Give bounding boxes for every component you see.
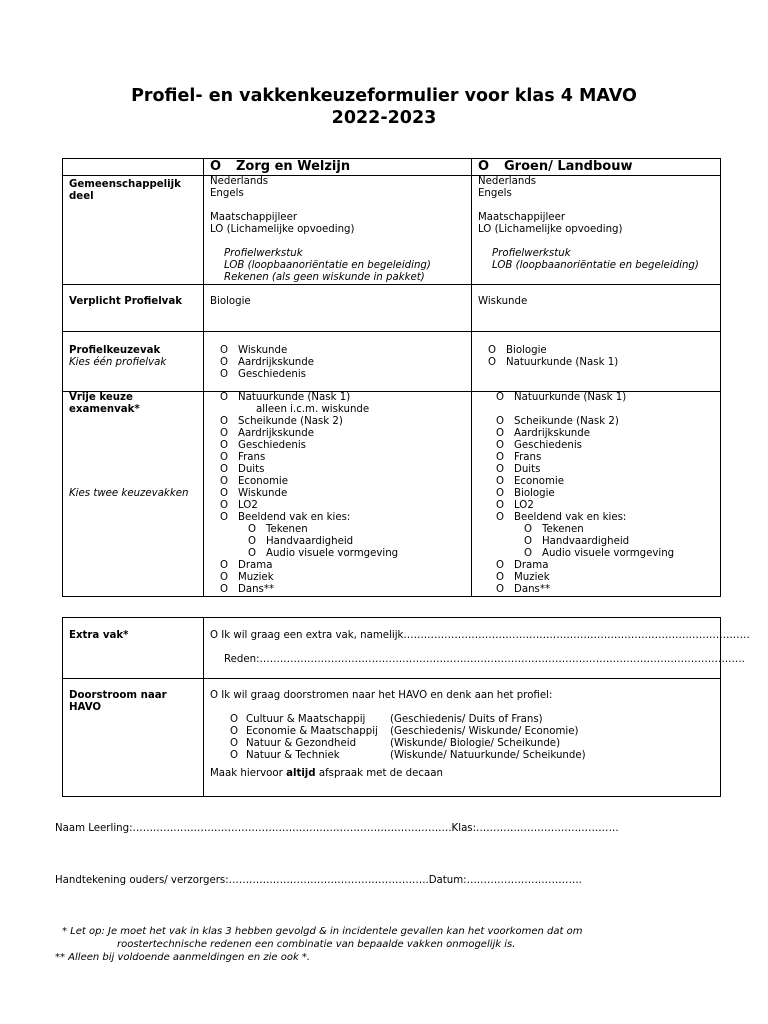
radio-circle-icon[interactable]: O [496,488,505,499]
row-label: Doorstroom naar HAVO [63,679,204,797]
option-label: Scheikunde (Nask 2) [514,416,619,427]
profile-name: Cultuur & Maatschappij [246,714,366,725]
option-label: Natuurkunde (Nask 1) [514,392,627,403]
reden-input[interactable]: Reden:…………………………………………………………………………………………………………………………….. [224,654,745,665]
option-item[interactable] [220,440,471,452]
option-label: Drama [238,560,273,571]
option-label: Muziek [514,572,550,583]
profielkeuze-col1 [204,332,472,392]
option-item[interactable] [496,476,720,488]
radio-circle-icon[interactable]: O [230,738,239,749]
doorstroom-checkbox[interactable]: O Ik wil graag doorstromen naar het HAVO en denk aan het profiel: [210,690,553,701]
radio-circle-icon[interactable]: O [220,512,229,523]
radio-circle-icon[interactable]: O [496,476,505,487]
radio-circle-icon[interactable]: O [488,357,497,368]
option-label: Duits [238,464,265,475]
profile-checkbox[interactable]: O [210,159,222,174]
option-label: Duits [514,464,541,475]
subject-text: LOB (loopbaanoriëntatie en begeleiding) [224,260,431,271]
profile-label: Groen/ Landbouw [504,159,633,174]
profile-subjects: (Wiskunde/ Natuurkunde/ Scheikunde) [390,750,586,761]
decaan-note [210,768,720,780]
row-label: Verplicht Profielvak [63,285,204,332]
radio-circle-icon[interactable]: O [524,548,533,559]
radio-circle-icon[interactable]: O [248,548,257,559]
profile-name: Economie & Maatschappij [246,726,378,737]
option-label: Natuurkunde (Nask 1) [238,392,351,403]
option-label: Frans [238,452,266,463]
havo-profile-option[interactable] [230,714,720,726]
subject-text: Maatschappijleer [478,212,566,223]
row-label: Gemeenschappelijk deel [63,176,204,285]
subject-text [210,200,471,212]
subject-text [478,236,720,248]
option-label: Beeldend vak en kies: [238,512,351,523]
option-label: Biologie [506,345,547,356]
subject-text: Rekenen (als geen wiskunde in pakket) [224,272,425,283]
radio-circle-icon[interactable]: O [230,726,239,737]
row-label-cell [63,392,204,597]
option-item[interactable] [496,548,720,560]
verplicht-row [63,285,721,332]
profile-option-groen-landbouw[interactable] [472,159,721,176]
profile-subjects: (Geschiedenis/ Wiskunde/ Economie) [390,726,579,737]
option-item[interactable] [496,584,720,596]
radio-circle-icon[interactable]: O [496,572,505,583]
radio-circle-icon[interactable]: O [220,584,229,595]
verplicht-col1: Biologie [204,285,472,332]
profielkeuze-col2 [472,332,721,392]
radio-circle-icon[interactable]: O [220,428,229,439]
option-item[interactable] [220,476,471,488]
option-item[interactable] [220,392,471,404]
profile-name: Natuur & Gezondheid [246,738,357,749]
radio-circle-icon[interactable]: O [220,452,229,463]
row-label: Extra vak* [63,618,204,679]
option-label: Aardrijkskunde [238,357,314,368]
option-item[interactable] [496,392,720,404]
radio-circle-icon[interactable]: O [220,392,229,403]
option-item[interactable] [220,560,471,572]
option-label: Economie [238,476,288,487]
row-sublabel: Kies één profielvak [69,357,167,368]
option-item[interactable] [496,464,720,476]
radio-circle-icon[interactable]: O [496,452,505,463]
subject-text: Nederlands [478,176,537,187]
radio-circle-icon[interactable]: O [524,536,533,547]
option-label: Aardrijkskunde [514,428,590,439]
subject-text: Maatschappijleer [210,212,298,223]
option-label: Dans** [514,584,551,595]
option-item[interactable] [496,524,720,536]
option-item[interactable] [496,536,720,548]
option-label: Audio visuele vormgeving [542,548,675,559]
option-label: LO2 [514,500,534,511]
option-item [496,404,720,416]
doorstroom-cell [204,679,721,797]
option-label: Handvaardigheid [266,536,354,547]
school-year: 2022-2023 [331,108,437,128]
radio-circle-icon[interactable]: O [248,524,257,535]
option-item[interactable] [220,500,471,512]
row-label: Profielkeuzevak [69,345,161,356]
radio-circle-icon[interactable]: O [496,440,505,451]
radio-circle-icon[interactable]: O [230,714,239,725]
radio-circle-icon[interactable]: O [230,750,239,761]
subject-text [478,200,720,212]
option-label: Audio visuele vormgeving [266,548,399,559]
radio-circle-icon[interactable]: O [220,476,229,487]
radio-circle-icon[interactable]: O [248,536,257,547]
option-item[interactable] [220,512,471,524]
naam-leerling-field[interactable]: Naam Leerling:………………………………………………………………………………….Klas:…………………………………… [55,823,619,834]
extra-vak-row [63,618,721,679]
radio-circle-icon[interactable]: O [488,345,497,356]
note-bold: altijd [286,768,316,779]
option-item[interactable] [220,452,471,464]
option-item[interactable] [220,488,471,500]
option-label: Tekenen [266,524,308,535]
note-text: afspraak met de decaan [315,768,443,779]
row-label-cell [63,332,204,392]
radio-circle-icon[interactable]: O [496,416,505,427]
subject-text: Nederlands [210,176,269,187]
footnote-1: * Let op: Je moet het vak in klas 3 hebben gevolgd & in incidentele gevallen kan het voorkomen dat om [62,926,583,937]
verplicht-col2: Wiskunde [472,285,721,332]
vrije-keuze-row [63,392,721,597]
option-label: Geschiedenis [514,440,582,451]
option-item[interactable] [488,357,720,369]
option-item[interactable] [220,428,471,440]
option-label: Dans** [238,584,275,595]
gemeenschappelijk-col1 [204,176,472,285]
profile-option-zorg-welzijn[interactable] [204,159,472,176]
option-label: Economie [514,476,564,487]
row-sublabel: Kies twee keuzevakken [69,488,189,499]
profile-name: Natuur & Techniek [246,750,340,761]
option-label: Wiskunde [238,488,288,499]
row-label: Vrije keuze examenvak* [69,392,140,415]
subject-choice-table [62,158,721,597]
radio-circle-icon[interactable]: O [220,488,229,499]
option-item[interactable] [496,572,720,584]
header-empty-cell [63,159,204,176]
option-label: alleen i.c.m. wiskunde [256,404,370,415]
option-item[interactable] [220,416,471,428]
radio-circle-icon[interactable]: O [496,584,505,595]
option-label: Drama [514,560,549,571]
radio-circle-icon[interactable]: O [220,345,229,356]
option-item[interactable] [496,512,720,524]
option-item[interactable] [220,357,471,369]
option-label: Muziek [238,572,274,583]
vrije-keuze-col2 [472,392,721,597]
option-item[interactable] [496,500,720,512]
option-item[interactable] [496,428,720,440]
option-item[interactable] [220,572,471,584]
extra-vak-input[interactable]: O Ik wil graag een extra vak, namelijk………………………………………………………………………………………… [210,630,750,641]
radio-circle-icon[interactable]: O [220,464,229,475]
option-item[interactable] [220,345,471,357]
option-label: Geschiedenis [238,440,306,451]
option-label: Biologie [514,488,555,499]
option-item[interactable] [220,464,471,476]
profile-label: Zorg en Welzijn [236,159,351,174]
radio-circle-icon[interactable]: O [220,357,229,368]
option-item[interactable] [496,416,720,428]
option-label: Natuurkunde (Nask 1) [506,357,619,368]
radio-circle-icon[interactable]: O [496,500,505,511]
radio-circle-icon[interactable]: O [496,560,505,571]
profile-header-row [63,159,721,176]
subject-text: Engels [210,188,244,199]
radio-circle-icon[interactable]: O [496,464,505,475]
option-label: Wiskunde [238,345,288,356]
form-title: Profiel- en vakkenkeuzeformulier voor klas 4 MAVO [131,86,637,106]
radio-circle-icon[interactable]: O [524,524,533,535]
option-label: Frans [514,452,542,463]
profile-subjects: (Geschiedenis/ Duits of Frans) [390,714,543,725]
radio-circle-icon[interactable]: O [220,440,229,451]
option-item[interactable] [220,369,471,381]
subject-text: LO (Lichamelijke opvoeding) [210,224,355,235]
option-item[interactable] [488,345,720,357]
option-item[interactable] [220,536,471,548]
radio-circle-icon[interactable]: O [220,560,229,571]
extra-vak-cell[interactable] [204,618,750,679]
extra-options-table [62,617,750,797]
option-label: Beeldend vak en kies: [514,512,627,523]
radio-circle-icon[interactable]: O [496,428,505,439]
gemeenschappelijk-row [63,176,721,285]
subject-text: LO (Lichamelijke opvoeding) [478,224,623,235]
option-label: Aardrijkskunde [238,428,314,439]
havo-profile-option[interactable] [230,726,720,738]
subject-text: Profielwerkstuk [224,248,303,259]
profile-subjects: (Wiskunde/ Biologie/ Scheikunde) [390,738,561,749]
option-item[interactable] [496,560,720,572]
profielkeuze-row [63,332,721,392]
profile-checkbox[interactable]: O [478,159,490,174]
havo-profile-option[interactable] [230,738,720,750]
option-label: LO2 [238,500,258,511]
option-item[interactable] [220,548,471,560]
option-label: Tekenen [542,524,584,535]
option-label: Geschiedenis [238,369,306,380]
vrije-keuze-col1 [204,392,472,597]
option-item[interactable] [496,440,720,452]
subject-text [210,236,471,248]
radio-circle-icon[interactable]: O [220,369,229,380]
option-item[interactable] [220,524,471,536]
footnote-2: ** Alleen bij voldoende aanmeldingen en zie ook *. [55,952,311,963]
option-item [220,404,471,416]
radio-circle-icon[interactable]: O [496,512,505,523]
radio-circle-icon[interactable]: O [220,572,229,583]
option-item[interactable] [496,488,720,500]
footnote-1-cont: roostertechnische redenen een combinatie van bepaalde vakken onmogelijk is. [117,939,516,950]
option-label: Scheikunde (Nask 2) [238,416,343,427]
subject-text: LOB (loopbaanoriëntatie en begeleiding) [492,260,699,271]
option-item[interactable] [220,584,471,596]
option-item[interactable] [496,452,720,464]
havo-profile-option[interactable] [230,750,720,762]
option-label: Handvaardigheid [542,536,630,547]
subject-text: Engels [478,188,512,199]
radio-circle-icon[interactable]: O [220,416,229,427]
doorstroom-row [63,679,721,797]
radio-circle-icon[interactable]: O [496,392,505,403]
subject-text: Profielwerkstuk [492,248,571,259]
handtekening-field[interactable]: Handtekening ouders/ verzorgers:…………………………………………………..Datum:……………………………. [55,875,582,886]
radio-circle-icon[interactable]: O [220,500,229,511]
gemeenschappelijk-col2 [472,176,721,285]
note-text: Maak hiervoor [210,768,287,779]
